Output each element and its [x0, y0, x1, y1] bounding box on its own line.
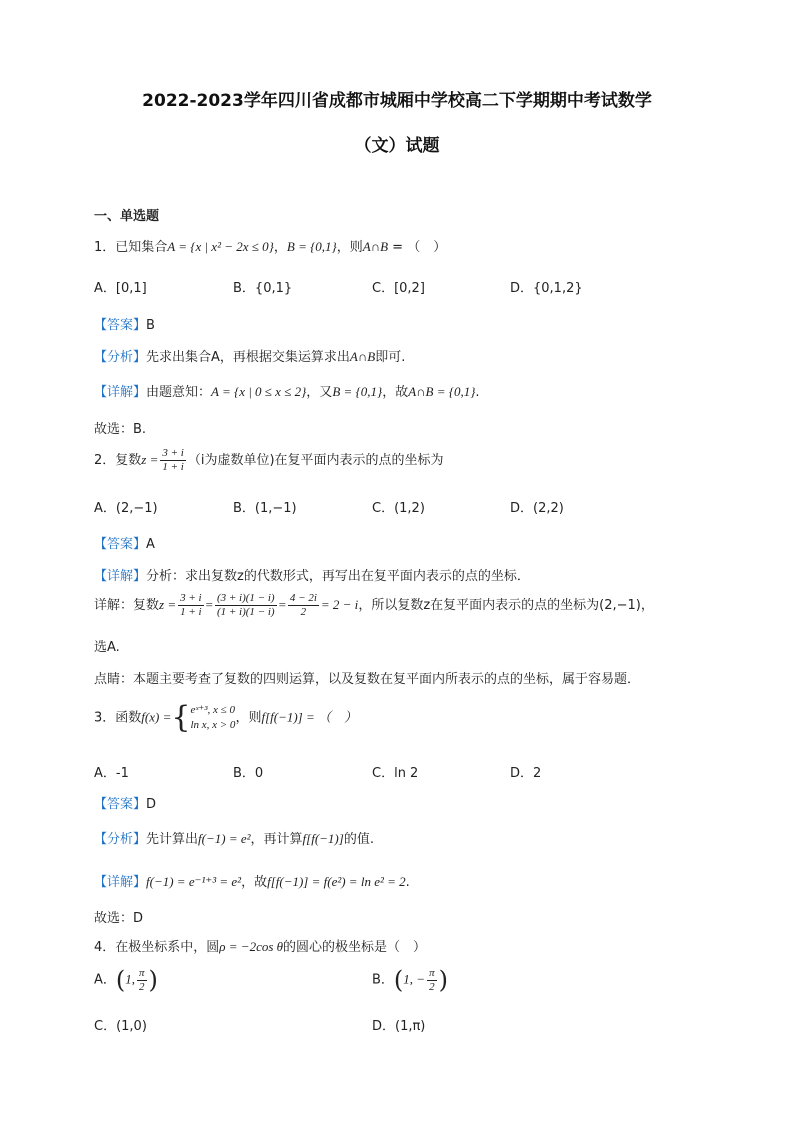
q1-tail: = （ ） [388, 240, 447, 255]
q2-stem-suffix: （i为虚数单位)在复平面内表示的点的坐标为 [187, 453, 444, 468]
section-heading: 一、单选题 [94, 209, 160, 224]
q4-option-b-fraction [427, 967, 437, 994]
q3-detail-mid: ，故 [241, 875, 268, 890]
q2-z: z = [159, 597, 177, 612]
q4-option-a-r: 1, [125, 971, 136, 987]
q4-option-b-label: B． [372, 972, 394, 988]
q2-detail-text: 分析：求出复数z的代数形式，再写出在复平面内表示的点的坐标． [146, 569, 530, 584]
q2-frac-2 [215, 592, 277, 619]
q3-option-a: A．-1 [94, 766, 129, 781]
q1-expr: A∩B [362, 239, 389, 254]
q3-detail [94, 871, 410, 890]
q1-detail-b: B = {0,1} [332, 384, 383, 399]
q4-option-b [372, 966, 448, 994]
q3-case-1: eˣ⁺³, x ≤ 0 [190, 704, 235, 716]
q3-stem-prefix: 3．函数 [94, 710, 142, 726]
q4-option-c: C．(1,0) [94, 1019, 147, 1034]
q1-analysis-expr: A∩B [349, 349, 376, 364]
q1-set-b: B = {0,1} [286, 239, 337, 254]
q3-expr: f[f(−1)] = （ ） [261, 709, 357, 725]
q3-analysis-text: 先计算出 [146, 832, 199, 847]
q2-stem [94, 447, 444, 474]
q4-expr: ρ = −2cos θ [219, 939, 284, 954]
left-brace-icon: { [171, 700, 191, 735]
q4-option-a [94, 966, 158, 994]
q1-analysis-end: 即可. [375, 350, 406, 365]
analysis-tag: 【分析】 [94, 832, 147, 847]
q2-frac-1 [178, 592, 203, 619]
q1-detail-result: A∩B = {0,1} [408, 384, 476, 399]
q4-option-a-num: π [139, 966, 145, 979]
q3-analysis-mid: ，再计算 [250, 832, 303, 847]
left-paren-icon: ( [393, 966, 404, 994]
q3-choose: 故选：D [94, 911, 144, 926]
document-title-line1: 2022-2023学年四川省成都市城厢中学校高二下学期期中考试数学 [142, 91, 652, 111]
q1-analysis-text: 先求出集合A，再根据交集运算求出 [146, 350, 350, 365]
q2-detail2: 详解：复数z = $\frac{3 + i}{1 + i}$ = $\frac{(3 + i)(1 - i)}{(1 + i)(1 - i)}$ = $\frac{4 - 2i}{2}$ = 2 − i，所以复数z在复平面内表示的点的坐标为(2,−1)， [94, 592, 654, 618]
q1-set-a: A = {x | x² − 2x ≤ 0} [167, 239, 274, 254]
q3-detail-end: . [405, 875, 410, 890]
q1-option-d: D．{0,1,2} [510, 281, 583, 296]
q3-analysis-end: 的值. [343, 832, 374, 847]
right-paren-icon: ) [148, 966, 158, 994]
analysis-tag: 【分析】 [94, 350, 147, 365]
detail-tag: 【详解】 [94, 875, 147, 890]
document-title-line2: （文）试题 [354, 136, 440, 156]
q1-detail-a: A = {x | 0 ≤ x ≤ 2} [211, 384, 307, 399]
q1-option-a: A．[0,1] [94, 281, 147, 296]
q1-detail-mid: ，又 [306, 385, 333, 400]
q1-choose: 故选：B. [94, 422, 147, 437]
q1-sep: ， [273, 240, 287, 255]
q2-choose: 选A. [94, 640, 120, 655]
q2-frac-3 [288, 592, 319, 619]
q4-option-a-fraction [137, 967, 147, 994]
q3-option-d: D．2 [510, 766, 542, 781]
detail-tag: 【详解】 [94, 385, 147, 400]
q3-stem [94, 700, 357, 735]
right-paren-icon: ) [438, 966, 448, 994]
q2-detail2-suffix: ，所以复数z在复平面内表示的点的坐标为(2,−1)， [358, 598, 654, 613]
q1-option-c: C．[0,2] [372, 281, 425, 296]
q2-comment: 点睛：本题主要考查了复数的四则运算，以及复数在复平面内所表示的点的坐标，属于容易题． [94, 672, 641, 687]
q1-stem-suffix: ，则 [336, 240, 363, 255]
q2-answer [94, 533, 155, 552]
q1-answer-value: B [146, 318, 155, 333]
q1-stem [94, 236, 446, 255]
q3-option-c: C．ln 2 [372, 766, 419, 781]
q1-detail [94, 381, 480, 400]
q4-option-b-num: π [429, 966, 435, 979]
q3-detail-expr2: f[f(−1)] = f(e²) = ln e² = 2 [267, 874, 406, 889]
q2-fraction-denominator: 1 + i [162, 461, 184, 473]
q1-stem-prefix: 1．已知集合 [94, 240, 168, 255]
left-paren-icon: ( [115, 966, 126, 994]
q1-detail-end: . [475, 385, 480, 400]
q4-stem-prefix: 4．在极坐标系中，圆 [94, 940, 220, 955]
q3-option-b: B．0 [233, 766, 264, 781]
q2-option-a: A．(2,−1) [94, 501, 158, 516]
q2-detail2-result: = 2 − i [320, 597, 359, 612]
q4-option-b-r: 1, − [403, 971, 426, 987]
q3-stem-suffix: ，则 [235, 710, 262, 726]
q4-option-a-label: A． [94, 972, 116, 988]
q3-analysis-expr2: f[f(−1)] [302, 831, 344, 846]
q4-stem [94, 936, 426, 955]
q3-analysis-expr: f(−1) = e² [198, 831, 251, 846]
q3-func: f(x) = [141, 709, 172, 725]
q2-answer-value: A [146, 537, 155, 552]
q3-answer [94, 793, 156, 812]
q2-option-c: C．(1,2) [372, 501, 425, 516]
q2-option-b: B．(1,−1) [233, 501, 297, 516]
q4-option-b-den: 2 [429, 980, 435, 993]
q2-frac-1-den: 1 + i [180, 606, 202, 618]
answer-tag: 【答案】 [94, 537, 147, 552]
q2-frac-3-num: 4 − 2i [289, 592, 317, 604]
q2-detail [94, 565, 530, 584]
q3-analysis [94, 828, 374, 847]
q3-cases [190, 703, 235, 733]
q2-detail2-prefix: 详解：复数 [94, 598, 160, 613]
q1-analysis [94, 346, 405, 365]
q2-frac-2-den: (1 + i)(1 − i) [216, 606, 275, 618]
q2-stem-prefix: 2．复数 [94, 453, 142, 468]
q3-detail-expr: f(−1) = e⁻¹⁺³ = e² [146, 874, 242, 889]
q2-z-lhs: z = [141, 452, 159, 467]
q2-frac-2-num: (3 + i)(1 − i) [216, 592, 275, 604]
q2-fraction-numerator: 3 + i [162, 447, 184, 459]
answer-tag: 【答案】 [94, 797, 147, 812]
q2-fraction [160, 447, 185, 474]
q4-option-d: D．(1,π) [372, 1019, 426, 1034]
q3-answer-value: D [146, 797, 157, 812]
q4-stem-suffix: 的圆心的极坐标是（ ） [283, 940, 427, 955]
q1-detail-prefix: 由题意知： [146, 385, 212, 400]
q2-frac-3-den: 2 [300, 606, 307, 618]
q1-answer [94, 314, 155, 333]
q1-detail-mid2: ，故 [382, 385, 409, 400]
q4-option-a-den: 2 [139, 980, 145, 993]
q3-case-2: ln x, x > 0 [190, 719, 236, 731]
q2-option-d: D．(2,2) [510, 501, 564, 516]
detail-tag: 【详解】 [94, 569, 147, 584]
answer-tag: 【答案】 [94, 318, 147, 333]
q1-option-b: B．{0,1} [233, 281, 293, 296]
q2-frac-1-num: 3 + i [180, 592, 202, 604]
